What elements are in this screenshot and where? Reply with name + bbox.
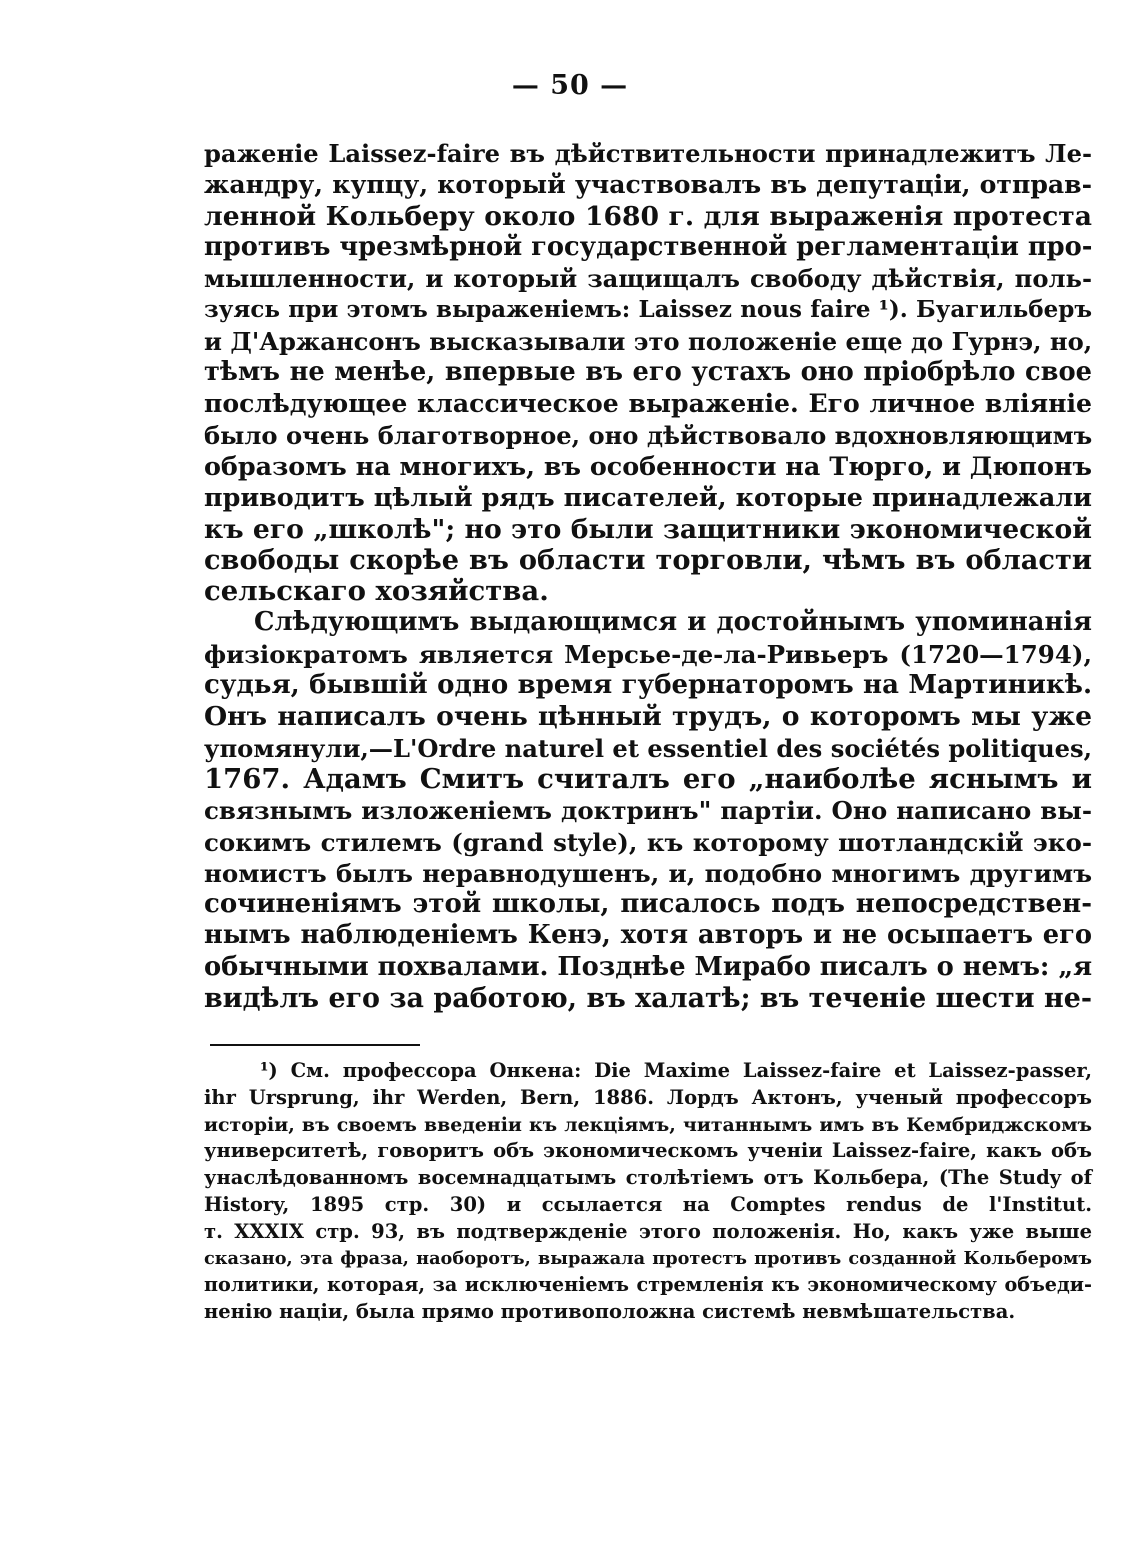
page-number: — 50 — [511,70,629,101]
footnote-line: унаслѣдованномъ восемнадцатымъ столѣтіемъ отъ Кольбера, (The Study of [204,1166,1092,1190]
footnote-line: ¹) См. профессора Онкена: Die Maxime Laissez-faire et Laissez-passer, [260,1059,1092,1082]
text-line: приводитъ цѣлый рядъ писателей, которые принадлежали [204,482,1092,513]
text-line: физіократомъ является Мерсье-де-ла-Ривьеръ (1720—1794), [204,639,1092,669]
text-line: ленной Кольберу около 1680 г. для выраженія протеста [204,200,1092,232]
text-line: зуясь при этомъ выраженіемъ: Laissez nous faire ¹). Буагильберъ [204,296,1092,324]
footnote-line: исторіи, въ своемъ введеніи къ лекціямъ, читаннымъ имъ въ Кембриджскомъ [204,1113,1092,1136]
text-line: тѣмъ не менѣе, впервые въ его устахъ оно пріобрѣло свое [204,357,1092,388]
text-line: было очень благотворное, оно дѣйствовало вдохновляющимъ [204,420,1093,450]
footnote-line: ненію націи, была прямо противоположна системѣ невмѣшательства. [204,1300,1016,1324]
footnote-line: History, 1895 стр. 30) и ссылается на Comptes rendus de l'Institut. [204,1192,1092,1216]
footnote-separator [210,1044,420,1046]
text-line: сокимъ стилемъ (grand style), къ которому шотландскій эко- [204,827,1092,857]
text-line: судья, бывшій одно время губернаторомъ на Мартиникѣ. [204,670,1092,701]
text-line: Онъ написалъ очень цѣнный трудъ, о которомъ мы уже [204,701,1092,733]
text-line: нымъ наблюденіемъ Кенэ, хотя авторъ и не осыпаетъ его [204,920,1092,951]
text-line: связнымъ изложеніемъ доктринъ" партіи. Оно написано вы- [204,796,1092,826]
footnote-line: политики, которая, за исключеніемъ стремленія къ экономическому объеди- [204,1273,1092,1297]
text-line: мышленности, и который защищалъ свободу дѣйствія, поль- [204,264,1092,294]
footnote-line: ihr Ursprung, ihr Werden, Bern, 1886. Лордъ Актонъ, ученый профессоръ [204,1085,1092,1109]
text-line: свободы скорѣе въ области торговли, чѣмъ въ области [204,543,1092,576]
text-line: видѣлъ его за работою, въ халатѣ; въ теченіе шести не- [204,983,1092,1015]
text-line: обычными похвалами. Позднѣе Мирабо писалъ о немъ: „я [204,951,1093,982]
footnote [204,1058,1092,1326]
text-line: номистъ былъ неравнодушенъ, и, подобно многимъ другимъ [204,858,1092,888]
text-line: къ его „школѣ"; но это были защитники экономической [204,513,1092,545]
main-text [204,138,1092,1014]
footnote-line: университетѣ, говоритъ объ экономическомъ ученіи Laissez-faire, какъ объ [204,1139,1092,1163]
text-line: раженіе Laissez-faire въ дѣйствительности принадлежитъ Ле- [204,139,1092,168]
text-line: послѣдующее классическое выраженіе. Его личное вліяніе [204,388,1092,419]
text-line: образомъ на многихъ, въ особенности на Тюрго, и Дюпонъ [204,450,1092,481]
text-line: Слѣдующимъ выдающимся и достойнымъ упоминанія [254,607,1092,638]
text-line: сочиненіямъ этой школы, писалось подъ непосредствен- [204,889,1092,920]
text-line: и Д'Аржансонъ высказывали это положеніе еще до Гурнэ, но, [204,326,1093,356]
footnote-line: т. XXXIX стр. 93, въ подтвержденіе этого положенія. Но, какъ уже выше [204,1219,1092,1243]
text-line: жандру, купцу, который участвовалъ въ депутаціи, отправ- [204,169,1092,200]
text-line: упомянули,—L'Ordre naturel et essentiel des sociétés politiques, [204,733,1093,763]
text-line: сельскаго хозяйства. [204,575,549,608]
text-line: противъ чрезмѣрной государственной регламентаціи про- [204,231,1093,262]
footnote-line: сказано, эта фраза, наоборотъ, выражала протестъ противъ созданной Кольберомъ [204,1247,1092,1269]
text-line: 1767. Адамъ Смитъ считалъ его „наиболѣе яснымъ и [204,762,1092,795]
